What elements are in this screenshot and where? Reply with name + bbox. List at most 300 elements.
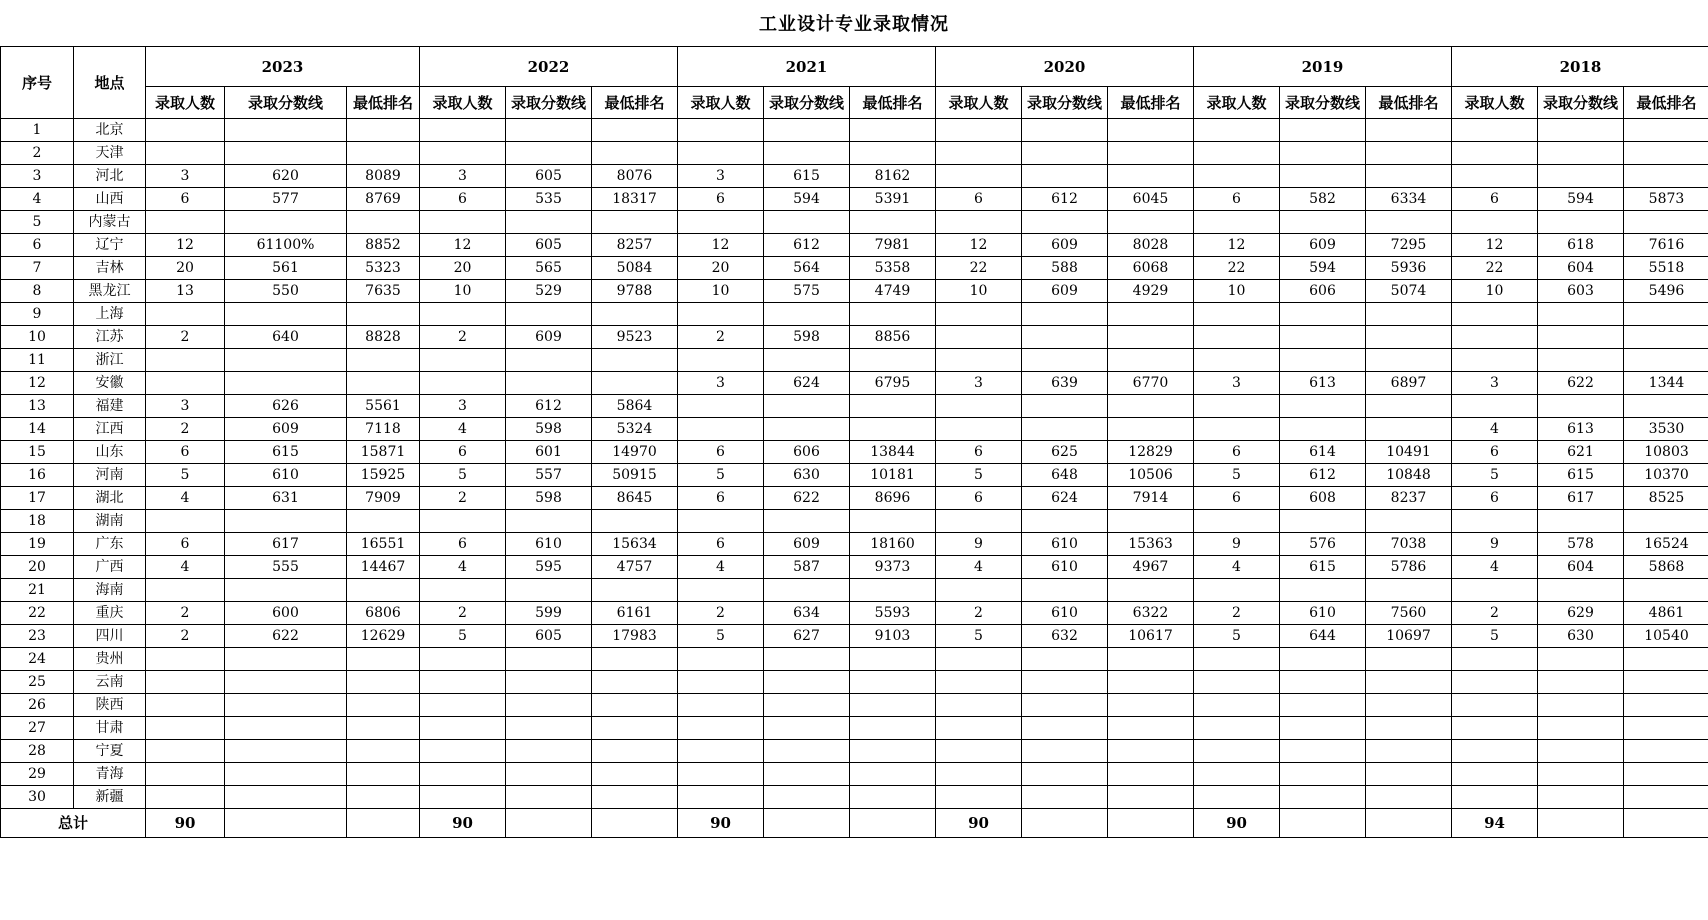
location-cell: 甘肃 bbox=[74, 717, 146, 740]
data-cell bbox=[1366, 349, 1452, 372]
data-cell: 627 bbox=[764, 625, 850, 648]
data-cell bbox=[506, 119, 592, 142]
data-cell bbox=[1538, 395, 1624, 418]
data-cell bbox=[678, 671, 764, 694]
data-cell bbox=[1624, 119, 1708, 142]
table-row bbox=[1, 717, 1708, 740]
data-cell bbox=[1280, 165, 1366, 188]
data-cell bbox=[347, 372, 420, 395]
data-cell bbox=[1538, 579, 1624, 602]
data-cell: 8856 bbox=[850, 326, 936, 349]
data-cell: 6 bbox=[1452, 441, 1538, 464]
row-number-cell: 26 bbox=[1, 694, 74, 717]
data-cell bbox=[850, 740, 936, 763]
data-cell bbox=[1108, 740, 1194, 763]
location-cell: 贵州 bbox=[74, 648, 146, 671]
data-cell: 10803 bbox=[1624, 441, 1708, 464]
total-label: 总计 bbox=[1, 809, 146, 838]
sub-header: 录取人数 bbox=[678, 87, 764, 119]
data-cell: 6334 bbox=[1366, 188, 1452, 211]
data-cell: 5074 bbox=[1366, 280, 1452, 303]
data-cell bbox=[1108, 395, 1194, 418]
data-cell bbox=[1624, 326, 1708, 349]
data-cell: 624 bbox=[764, 372, 850, 395]
page-title: 工业设计专业录取情况 bbox=[759, 14, 949, 35]
data-cell: 5 bbox=[420, 464, 506, 487]
data-cell bbox=[506, 349, 592, 372]
data-cell bbox=[1280, 648, 1366, 671]
data-cell bbox=[347, 303, 420, 326]
data-cell: 10 bbox=[1452, 280, 1538, 303]
data-cell bbox=[146, 510, 225, 533]
data-cell bbox=[1280, 395, 1366, 418]
data-cell: 6 bbox=[420, 533, 506, 556]
data-cell bbox=[506, 579, 592, 602]
data-cell bbox=[592, 303, 678, 326]
data-cell bbox=[1022, 211, 1108, 234]
data-cell bbox=[764, 694, 850, 717]
data-cell bbox=[592, 809, 678, 838]
data-cell bbox=[1366, 418, 1452, 441]
data-cell: 7118 bbox=[347, 418, 420, 441]
year-header: 2021 bbox=[678, 47, 936, 87]
location-cell: 重庆 bbox=[74, 602, 146, 625]
location-cell: 福建 bbox=[74, 395, 146, 418]
data-cell: 5 bbox=[1452, 464, 1538, 487]
data-cell bbox=[347, 671, 420, 694]
data-cell: 622 bbox=[1538, 372, 1624, 395]
data-cell: 3 bbox=[936, 372, 1022, 395]
data-cell bbox=[936, 763, 1022, 786]
location-cell: 新疆 bbox=[74, 786, 146, 809]
data-cell bbox=[420, 510, 506, 533]
data-cell: 4 bbox=[1452, 556, 1538, 579]
data-cell: 4757 bbox=[592, 556, 678, 579]
data-cell bbox=[678, 303, 764, 326]
data-cell bbox=[592, 211, 678, 234]
data-cell: 8645 bbox=[592, 487, 678, 510]
data-cell: 6 bbox=[1194, 188, 1280, 211]
data-cell bbox=[146, 740, 225, 763]
data-cell bbox=[936, 349, 1022, 372]
data-cell: 12 bbox=[936, 234, 1022, 257]
data-cell bbox=[1194, 211, 1280, 234]
data-cell bbox=[225, 510, 347, 533]
sub-header: 录取分数线 bbox=[506, 87, 592, 119]
data-cell bbox=[506, 717, 592, 740]
data-cell bbox=[764, 763, 850, 786]
data-cell: 564 bbox=[764, 257, 850, 280]
data-cell: 2 bbox=[678, 602, 764, 625]
data-cell: 12829 bbox=[1108, 441, 1194, 464]
data-cell bbox=[850, 418, 936, 441]
data-cell bbox=[347, 211, 420, 234]
sub-header: 最低排名 bbox=[1366, 87, 1452, 119]
data-cell bbox=[1022, 809, 1108, 838]
data-cell bbox=[1280, 809, 1366, 838]
data-cell bbox=[225, 740, 347, 763]
data-cell bbox=[764, 740, 850, 763]
data-cell: 640 bbox=[225, 326, 347, 349]
data-cell bbox=[420, 694, 506, 717]
location-cell: 江西 bbox=[74, 418, 146, 441]
data-cell bbox=[764, 717, 850, 740]
data-cell: 4749 bbox=[850, 280, 936, 303]
data-cell bbox=[420, 142, 506, 165]
data-cell bbox=[146, 119, 225, 142]
data-cell bbox=[936, 418, 1022, 441]
data-cell: 12 bbox=[146, 234, 225, 257]
data-cell: 5323 bbox=[347, 257, 420, 280]
location-cell: 河北 bbox=[74, 165, 146, 188]
data-cell: 4967 bbox=[1108, 556, 1194, 579]
data-cell bbox=[146, 372, 225, 395]
data-cell bbox=[146, 763, 225, 786]
data-cell: 634 bbox=[764, 602, 850, 625]
data-cell: 2 bbox=[146, 418, 225, 441]
location-cell: 四川 bbox=[74, 625, 146, 648]
data-cell bbox=[146, 303, 225, 326]
table-row bbox=[1, 671, 1708, 694]
data-cell: 8769 bbox=[347, 188, 420, 211]
data-cell: 595 bbox=[506, 556, 592, 579]
row-number-cell: 29 bbox=[1, 763, 74, 786]
data-cell bbox=[1366, 809, 1452, 838]
data-cell bbox=[347, 349, 420, 372]
year-header: 2019 bbox=[1194, 47, 1452, 87]
data-cell bbox=[347, 717, 420, 740]
data-cell bbox=[592, 648, 678, 671]
data-cell bbox=[1366, 142, 1452, 165]
sub-header: 录取人数 bbox=[936, 87, 1022, 119]
row-number-cell: 18 bbox=[1, 510, 74, 533]
data-cell bbox=[1538, 510, 1624, 533]
data-cell bbox=[225, 717, 347, 740]
row-number-cell: 21 bbox=[1, 579, 74, 602]
data-cell: 614 bbox=[1280, 441, 1366, 464]
data-cell: 605 bbox=[506, 625, 592, 648]
data-cell bbox=[1108, 694, 1194, 717]
data-cell: 575 bbox=[764, 280, 850, 303]
location-cell: 广东 bbox=[74, 533, 146, 556]
data-cell: 6795 bbox=[850, 372, 936, 395]
data-cell: 20 bbox=[420, 257, 506, 280]
data-cell bbox=[936, 303, 1022, 326]
data-cell: 4 bbox=[420, 418, 506, 441]
data-cell: 594 bbox=[764, 188, 850, 211]
data-cell: 606 bbox=[1280, 280, 1366, 303]
data-cell: 610 bbox=[1280, 602, 1366, 625]
data-cell: 5324 bbox=[592, 418, 678, 441]
data-cell: 606 bbox=[764, 441, 850, 464]
data-cell bbox=[1022, 165, 1108, 188]
data-cell bbox=[225, 372, 347, 395]
data-cell: 12 bbox=[678, 234, 764, 257]
data-cell bbox=[1366, 165, 1452, 188]
data-cell bbox=[1280, 418, 1366, 441]
data-cell bbox=[1022, 142, 1108, 165]
year-header: 2020 bbox=[936, 47, 1194, 87]
row-number-cell: 1 bbox=[1, 119, 74, 142]
data-cell: 6 bbox=[1194, 487, 1280, 510]
data-cell bbox=[347, 142, 420, 165]
data-cell: 17983 bbox=[592, 625, 678, 648]
data-cell bbox=[225, 303, 347, 326]
data-cell bbox=[1624, 510, 1708, 533]
data-cell bbox=[1452, 349, 1538, 372]
data-cell: 6 bbox=[936, 487, 1022, 510]
data-cell: 9788 bbox=[592, 280, 678, 303]
data-cell: 8828 bbox=[347, 326, 420, 349]
data-cell: 6 bbox=[678, 487, 764, 510]
data-cell: 9373 bbox=[850, 556, 936, 579]
location-cell: 广西 bbox=[74, 556, 146, 579]
data-cell bbox=[146, 648, 225, 671]
data-cell bbox=[1280, 579, 1366, 602]
data-cell bbox=[1538, 349, 1624, 372]
data-cell bbox=[1194, 510, 1280, 533]
row-number-cell: 16 bbox=[1, 464, 74, 487]
data-cell: 6 bbox=[420, 188, 506, 211]
data-cell bbox=[1538, 326, 1624, 349]
data-cell bbox=[1022, 786, 1108, 809]
data-cell bbox=[225, 648, 347, 671]
total-admitted-cell: 90 bbox=[420, 809, 506, 838]
data-cell bbox=[1194, 740, 1280, 763]
data-cell bbox=[146, 694, 225, 717]
data-cell bbox=[347, 648, 420, 671]
sub-header: 录取分数线 bbox=[225, 87, 347, 119]
data-cell bbox=[850, 395, 936, 418]
total-admitted-cell: 90 bbox=[678, 809, 764, 838]
data-cell: 632 bbox=[1022, 625, 1108, 648]
table-row bbox=[1, 372, 1708, 395]
data-cell bbox=[764, 303, 850, 326]
data-cell: 582 bbox=[1280, 188, 1366, 211]
data-cell bbox=[850, 671, 936, 694]
data-cell bbox=[1452, 303, 1538, 326]
data-cell: 1344 bbox=[1624, 372, 1708, 395]
data-cell bbox=[1624, 579, 1708, 602]
data-cell: 610 bbox=[1022, 533, 1108, 556]
total-admitted-cell: 94 bbox=[1452, 809, 1538, 838]
data-cell bbox=[225, 763, 347, 786]
data-cell: 14467 bbox=[347, 556, 420, 579]
data-cell bbox=[1022, 648, 1108, 671]
data-cell bbox=[1538, 740, 1624, 763]
sub-header: 录取人数 bbox=[1194, 87, 1280, 119]
data-cell bbox=[678, 740, 764, 763]
data-cell bbox=[1538, 303, 1624, 326]
data-cell bbox=[850, 510, 936, 533]
data-cell bbox=[1194, 142, 1280, 165]
data-cell: 4 bbox=[1194, 556, 1280, 579]
location-cell: 黑龙江 bbox=[74, 280, 146, 303]
data-cell: 8696 bbox=[850, 487, 936, 510]
data-cell: 599 bbox=[506, 602, 592, 625]
data-cell bbox=[225, 142, 347, 165]
data-cell: 5 bbox=[1452, 625, 1538, 648]
data-cell bbox=[850, 579, 936, 602]
row-number-cell: 4 bbox=[1, 188, 74, 211]
location-cell: 湖北 bbox=[74, 487, 146, 510]
data-cell bbox=[347, 694, 420, 717]
table-row bbox=[1, 326, 1708, 349]
data-cell: 5561 bbox=[347, 395, 420, 418]
data-cell: 3 bbox=[420, 165, 506, 188]
data-cell: 609 bbox=[1022, 280, 1108, 303]
data-cell: 2 bbox=[420, 326, 506, 349]
data-cell bbox=[1452, 648, 1538, 671]
data-cell: 9523 bbox=[592, 326, 678, 349]
data-cell: 7616 bbox=[1624, 234, 1708, 257]
data-cell bbox=[1366, 326, 1452, 349]
data-cell bbox=[420, 119, 506, 142]
data-cell bbox=[1280, 717, 1366, 740]
data-cell: 587 bbox=[764, 556, 850, 579]
data-cell: 5786 bbox=[1366, 556, 1452, 579]
data-cell bbox=[1022, 740, 1108, 763]
data-cell: 612 bbox=[1280, 464, 1366, 487]
data-cell: 7635 bbox=[347, 280, 420, 303]
row-number-cell: 11 bbox=[1, 349, 74, 372]
data-cell bbox=[1280, 694, 1366, 717]
data-cell: 626 bbox=[225, 395, 347, 418]
data-cell bbox=[506, 809, 592, 838]
data-cell bbox=[936, 579, 1022, 602]
sub-header: 最低排名 bbox=[850, 87, 936, 119]
table-row bbox=[1, 740, 1708, 763]
data-cell bbox=[506, 510, 592, 533]
data-cell bbox=[347, 786, 420, 809]
data-cell: 612 bbox=[506, 395, 592, 418]
data-cell bbox=[936, 717, 1022, 740]
data-cell: 630 bbox=[1538, 625, 1624, 648]
row-number-cell: 9 bbox=[1, 303, 74, 326]
data-cell bbox=[1194, 694, 1280, 717]
data-cell: 3 bbox=[146, 395, 225, 418]
data-cell bbox=[225, 579, 347, 602]
data-cell bbox=[1366, 763, 1452, 786]
data-cell: 5 bbox=[1194, 464, 1280, 487]
data-cell bbox=[1624, 740, 1708, 763]
data-cell bbox=[1108, 326, 1194, 349]
data-cell: 10540 bbox=[1624, 625, 1708, 648]
data-cell: 615 bbox=[1280, 556, 1366, 579]
data-cell bbox=[1022, 717, 1108, 740]
data-cell bbox=[1194, 165, 1280, 188]
sub-header: 录取人数 bbox=[1452, 87, 1538, 119]
data-cell bbox=[936, 648, 1022, 671]
data-cell bbox=[678, 694, 764, 717]
data-cell: 5 bbox=[678, 625, 764, 648]
data-cell bbox=[1108, 418, 1194, 441]
data-cell: 648 bbox=[1022, 464, 1108, 487]
data-cell bbox=[146, 671, 225, 694]
row-number-cell: 24 bbox=[1, 648, 74, 671]
data-cell: 20 bbox=[146, 257, 225, 280]
data-cell bbox=[936, 694, 1022, 717]
sub-header-row bbox=[1, 87, 1708, 119]
row-number-cell: 17 bbox=[1, 487, 74, 510]
data-cell: 4 bbox=[146, 556, 225, 579]
data-cell bbox=[936, 510, 1022, 533]
data-cell bbox=[1366, 579, 1452, 602]
data-cell bbox=[1280, 349, 1366, 372]
row-number-cell: 2 bbox=[1, 142, 74, 165]
data-cell bbox=[1538, 809, 1624, 838]
data-cell bbox=[146, 579, 225, 602]
data-cell: 8162 bbox=[850, 165, 936, 188]
data-cell: 3530 bbox=[1624, 418, 1708, 441]
data-cell bbox=[1452, 119, 1538, 142]
data-cell: 625 bbox=[1022, 441, 1108, 464]
data-cell bbox=[764, 786, 850, 809]
table-row bbox=[1, 142, 1708, 165]
data-cell: 7981 bbox=[850, 234, 936, 257]
data-cell bbox=[420, 211, 506, 234]
data-cell bbox=[678, 786, 764, 809]
data-cell bbox=[420, 671, 506, 694]
data-cell bbox=[1366, 648, 1452, 671]
data-cell: 4 bbox=[420, 556, 506, 579]
data-cell bbox=[1022, 694, 1108, 717]
data-cell bbox=[506, 372, 592, 395]
row-number-cell: 3 bbox=[1, 165, 74, 188]
data-cell bbox=[1022, 395, 1108, 418]
data-cell bbox=[936, 740, 1022, 763]
data-cell: 10181 bbox=[850, 464, 936, 487]
data-cell bbox=[1022, 119, 1108, 142]
row-number-cell: 6 bbox=[1, 234, 74, 257]
data-cell bbox=[506, 671, 592, 694]
data-cell: 629 bbox=[1538, 602, 1624, 625]
data-cell bbox=[1022, 510, 1108, 533]
data-cell: 6 bbox=[1452, 487, 1538, 510]
data-cell bbox=[347, 510, 420, 533]
data-cell: 605 bbox=[506, 234, 592, 257]
data-cell: 20 bbox=[678, 257, 764, 280]
data-cell bbox=[420, 579, 506, 602]
data-cell: 5 bbox=[678, 464, 764, 487]
data-cell: 4929 bbox=[1108, 280, 1194, 303]
data-cell bbox=[1366, 211, 1452, 234]
data-cell bbox=[1538, 211, 1624, 234]
data-cell bbox=[1194, 326, 1280, 349]
data-cell bbox=[1452, 579, 1538, 602]
data-cell: 609 bbox=[506, 326, 592, 349]
data-cell bbox=[1366, 717, 1452, 740]
data-cell bbox=[506, 142, 592, 165]
data-cell: 6322 bbox=[1108, 602, 1194, 625]
data-cell bbox=[764, 142, 850, 165]
data-cell bbox=[1366, 694, 1452, 717]
table-row bbox=[1, 188, 1708, 211]
table-row bbox=[1, 602, 1708, 625]
data-cell: 9 bbox=[1194, 533, 1280, 556]
data-cell: 6 bbox=[1452, 188, 1538, 211]
data-cell: 5 bbox=[936, 464, 1022, 487]
location-cell: 宁夏 bbox=[74, 740, 146, 763]
data-cell bbox=[1022, 763, 1108, 786]
table-row bbox=[1, 303, 1708, 326]
data-cell: 13844 bbox=[850, 441, 936, 464]
data-cell: 624 bbox=[1022, 487, 1108, 510]
data-cell: 6045 bbox=[1108, 188, 1194, 211]
sub-header: 录取分数线 bbox=[1280, 87, 1366, 119]
data-cell: 5518 bbox=[1624, 257, 1708, 280]
data-cell bbox=[1452, 740, 1538, 763]
